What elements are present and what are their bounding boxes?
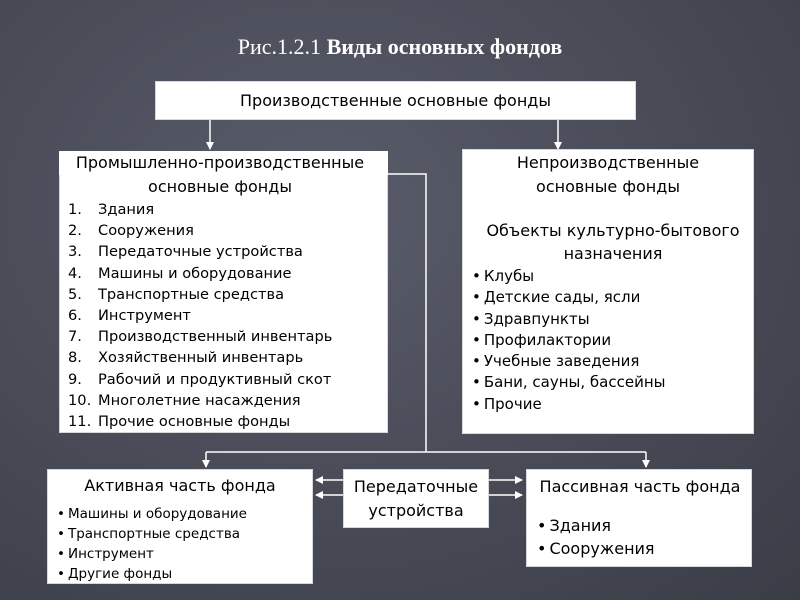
list-item: • Транспортные средства [57,526,241,542]
list-item: 3. Передаточные устройства [68,243,303,261]
list-item: 10. Многолетние насаждения [68,391,301,409]
list-item: • Профилактории [472,330,612,349]
list-item: 4. Машины и оборудование [68,264,292,282]
transmission-line2: устройства [368,501,464,520]
active-part-list [57,504,247,584]
cultural-objects-list [472,266,666,415]
list-item: • Прочие [472,394,542,413]
transmission-devices-box [343,469,489,528]
list-item: • Клубы [472,267,535,285]
cultural-objects-subtitle [458,219,768,265]
nonproduction-title [462,151,754,199]
list-item: 6. Инструмент [68,307,191,325]
passive-part-list [537,514,655,560]
passive-part-title: Пассивная часть фонда [539,477,741,496]
list-item: • Сооружения [537,539,655,558]
list-item: • Учебные заведения [472,352,640,371]
industrial-title-line1: Промышленно-производственные [0,151,440,175]
transmission-line1: Передаточные [353,477,479,496]
cultural-subtitle-line2: назначения [563,244,663,263]
list-item: 5. Транспортные средства [68,285,285,303]
list-item: • Бани, сауны, бассейны [472,373,666,392]
production-fixed-assets-label: Производственные основные фонды [240,91,551,110]
list-item: • Другие фонды [57,566,173,582]
list-item: • Машины и оборудование [57,506,247,522]
active-part-title: Активная часть фонда [84,476,276,495]
nonproduction-title-line2: основные фонды [536,177,680,196]
nonproduction-title-line1: Непроизводственные [516,153,700,172]
list-item: • Здания [537,516,612,535]
list-item: 11. Прочие основные фонды [68,413,291,431]
connector-industrial-down [388,174,426,452]
list-item: • Инструмент [57,546,154,562]
list-item: 2. Сооружения [68,222,194,240]
industrial-assets-title [0,151,440,199]
list-item: 8. Хозяйственный инвентарь [68,349,304,367]
industrial-title-line2: основные фонды [148,177,292,196]
list-item: 1. Здания [68,201,155,218]
passive-part-box [526,469,752,567]
figure-number: Рис.1.2.1 [237,34,322,59]
production-fixed-assets-box [155,81,636,120]
list-item: 7. Производственный инвентарь [68,328,333,346]
cultural-subtitle-line1: Объекты культурно-бытового [486,221,740,240]
title-main: Виды основных фондов [326,34,563,59]
list-item: • Здравпункты [472,309,590,328]
list-item: 9. Рабочий и продуктивный скот [68,370,332,388]
industrial-assets-list [68,199,332,432]
list-item: • Детские сады, ясли [472,288,641,307]
active-part-box [47,469,313,584]
